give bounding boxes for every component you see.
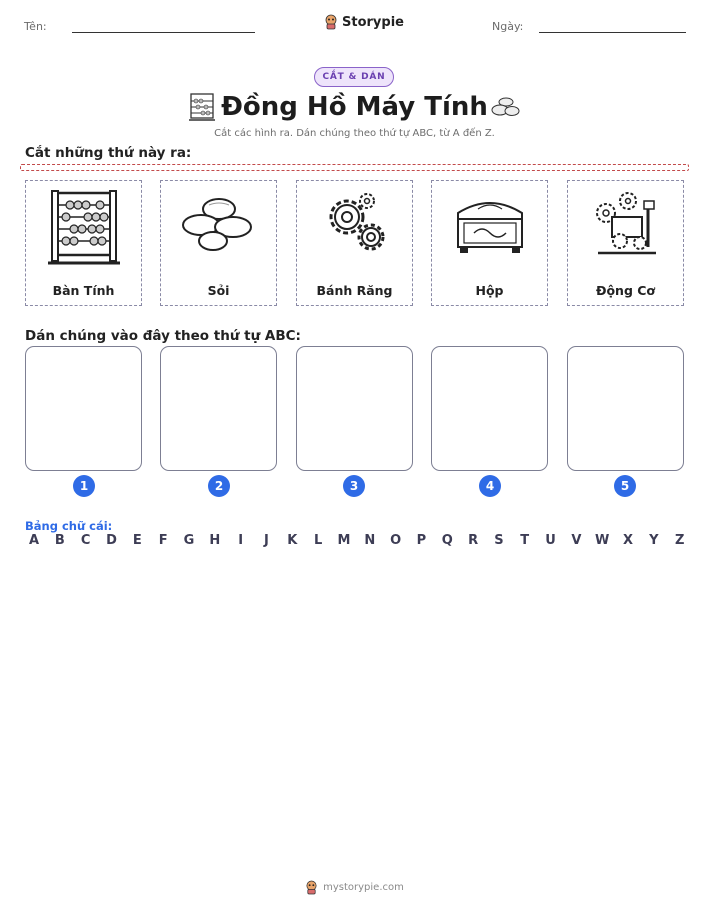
cut-card-gears[interactable] <box>296 180 413 306</box>
alphabet-letter: N <box>364 533 376 548</box>
date-line[interactable] <box>539 32 686 33</box>
paste-slot-3[interactable] <box>296 346 413 471</box>
paste-section-heading: Dán chúng vào đây theo thứ tự ABC: <box>25 328 301 344</box>
gears-icon <box>315 187 395 269</box>
page-subtitle: Cắt các hình ra. Dán chúng theo thứ tự ABC, từ A đến Z. <box>214 128 495 139</box>
cut-card-label: Sỏi <box>207 283 230 298</box>
cut-card-pebbles[interactable] <box>160 180 277 306</box>
alphabet-letter: X <box>623 533 634 548</box>
alphabet-letter: Q <box>441 533 453 548</box>
slot-number-2: 2 <box>208 475 230 497</box>
alphabet-row <box>25 533 689 548</box>
alphabet-letter: J <box>264 533 269 548</box>
cut-card-label: Động Cơ <box>595 283 656 298</box>
alphabet-letter: C <box>80 533 91 548</box>
cut-card-box[interactable] <box>431 180 548 306</box>
paste-slot-2[interactable] <box>160 346 277 471</box>
activity-badge: CẮT & DÁN <box>314 67 394 87</box>
alphabet-letter: B <box>54 533 65 548</box>
cut-card-label: Hộp <box>475 283 504 298</box>
slot-number-3: 3 <box>343 475 365 497</box>
paste-slot-1[interactable] <box>25 346 142 471</box>
storypie-mascot-icon <box>305 880 318 895</box>
cut-section-heading: Cắt những thứ này ra: <box>25 145 192 161</box>
alphabet-letter: I <box>238 533 244 548</box>
engine-icon <box>586 187 666 269</box>
cut-line <box>20 164 689 171</box>
paste-slot-4[interactable] <box>431 346 548 471</box>
alphabet-letter: D <box>106 533 117 548</box>
alphabet-letter: T <box>520 533 530 548</box>
slot-number-1: 1 <box>73 475 95 497</box>
alphabet-letter: U <box>545 533 556 548</box>
alphabet-letter: P <box>416 533 427 548</box>
brand-logo <box>324 14 404 30</box>
brand-name: Storypie <box>342 14 404 30</box>
alphabet-letter: H <box>209 533 221 548</box>
alphabet-letter: G <box>183 533 195 548</box>
alphabet-title: Bảng chữ cái: <box>25 519 113 533</box>
slot-number-4: 4 <box>479 475 501 497</box>
alphabet-letter: K <box>287 533 298 548</box>
page-title: Đồng Hồ Máy Tính <box>221 92 488 122</box>
alphabet-letter: M <box>337 533 351 548</box>
alphabet-letter: E <box>132 533 142 548</box>
pebbles-icon <box>179 187 259 269</box>
name-label: Tên: <box>24 20 47 33</box>
box-icon <box>450 187 530 269</box>
pebbles-icon <box>491 95 521 121</box>
abacus-icon <box>44 187 124 269</box>
alphabet-letter: O <box>390 533 402 548</box>
cut-card-abacus[interactable] <box>25 180 142 306</box>
alphabet-letter: A <box>28 533 40 548</box>
alphabet-letter: Z <box>674 533 685 548</box>
slot-number-5: 5 <box>614 475 636 497</box>
footer-site: mystorypie.com <box>323 882 404 893</box>
alphabet-letter: R <box>468 533 479 548</box>
alphabet-letter: L <box>313 533 323 548</box>
cut-card-label: Bánh Răng <box>316 283 393 298</box>
paste-slot-5[interactable] <box>567 346 684 471</box>
alphabet-letter: F <box>158 533 168 548</box>
alphabet-letter: S <box>494 533 504 548</box>
footer <box>0 880 709 895</box>
alphabet-letter: Y <box>649 533 659 548</box>
cut-card-label: Bàn Tính <box>52 283 115 298</box>
name-line[interactable] <box>72 32 255 33</box>
alphabet-letter: V <box>571 533 582 548</box>
cut-card-engine[interactable] <box>567 180 684 306</box>
date-label: Ngày: <box>492 20 524 33</box>
alphabet-letter: W <box>595 533 610 548</box>
storypie-mascot-icon <box>324 14 338 30</box>
